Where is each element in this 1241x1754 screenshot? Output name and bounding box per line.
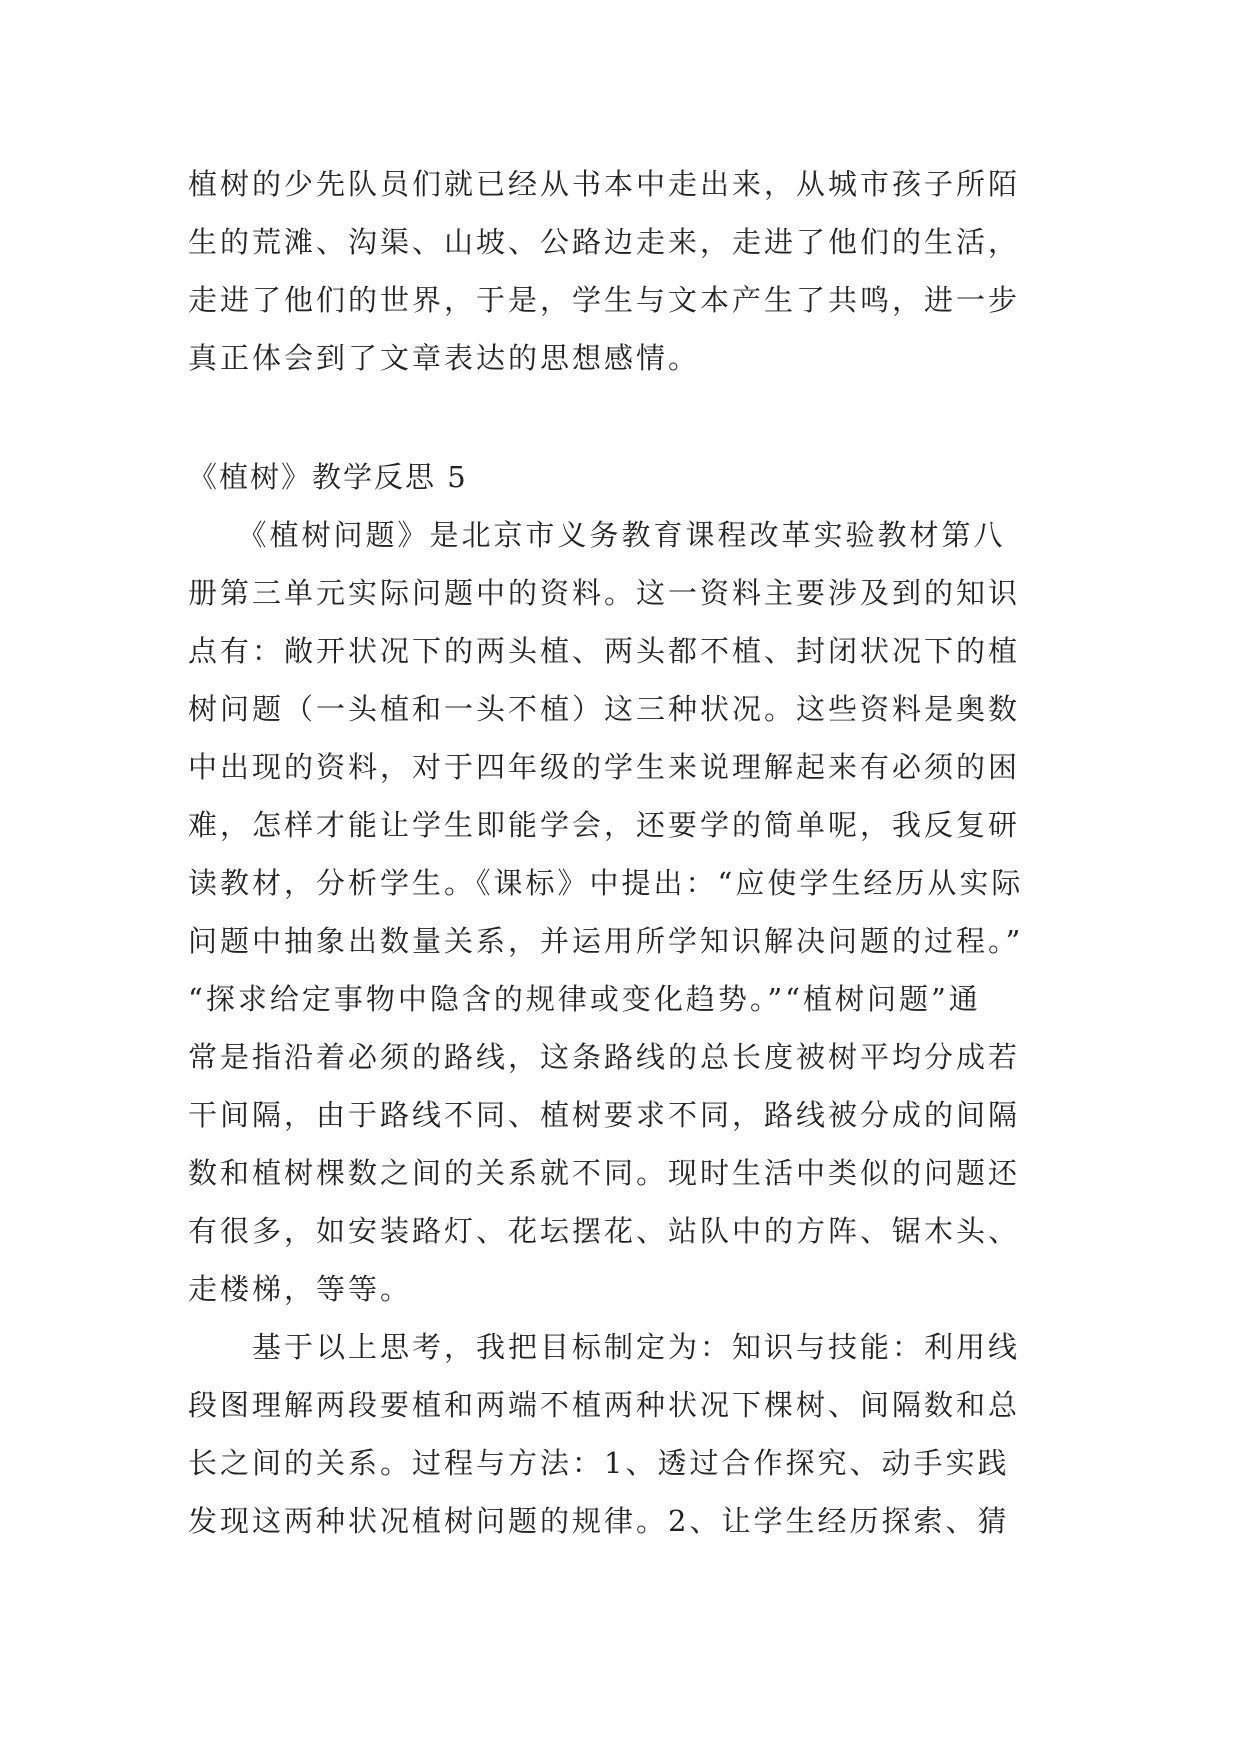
text-line: 常是指沿着必须的路线，这条路线的总长度被树平均分成若 (188, 1040, 1021, 1074)
text-line: 真正体会到了文章表达的思想感情。 (188, 341, 701, 375)
text-line: 基于以上思考，我把目标制定为：知识与技能：利用线 (188, 1330, 1021, 1364)
text-line: 段图理解两段要植和两端不植两种状况下棵树、间隔数和总 (188, 1388, 1021, 1422)
intro-paragraph (188, 155, 1068, 387)
section-title: 《植树》教学反思 5 (188, 460, 468, 494)
text-line: 难，怎样才能让学生即能学会，还要学的简单呢，我反复研 (188, 808, 1021, 842)
text-line: 数和植树棵数之间的关系就不同。现时生活中类似的问题还 (188, 1156, 1021, 1190)
text-line: 走进了他们的世界，于是，学生与文本产生了共鸣，进一步 (188, 283, 1021, 317)
text-line: 生的荒滩、沟渠、山坡、公路边走来，走进了他们的生活， (188, 225, 1021, 259)
text-line: “探求给定事物中隐含的规律或变化趋势。”“植树问题”通 (188, 982, 981, 1016)
text-line: 读教材，分析学生。《课标》中提出：“应使学生经历从实际 (188, 866, 1024, 900)
text-line: 册第三单元实际问题中的资料。这一资料主要涉及到的知识 (188, 576, 1021, 610)
text-line: 走楼梯，等等。 (188, 1272, 413, 1306)
text-line: 发现这两种状况植树问题的规律。2、让学生经历探索、猜 (188, 1504, 1010, 1538)
text-line: 干间隔，由于路线不同、植树要求不同，路线被分成的间隔 (188, 1098, 1021, 1132)
text-line: 点有：敞开状况下的两头植、两头都不植、封闭状况下的植 (188, 634, 1021, 668)
text-line: 长之间的关系。过程与方法：1、透过合作探究、动手实践 (188, 1446, 1010, 1480)
text-line: 问题中抽象出数量关系，并运用所学知识解决问题的过程。” (188, 924, 1024, 958)
body-paragraphs (188, 506, 1068, 1550)
text-line: 植树的少先队员们就已经从书本中走出来，从城市孩子所陌 (188, 167, 1021, 201)
text-line: 有很多，如安装路灯、花坛摆花、站队中的方阵、锯木头、 (188, 1214, 1021, 1248)
text-line: 树问题（一头植和一头不植）这三种状况。这些资料是奥数 (188, 692, 1021, 726)
text-line: 中出现的资料，对于四年级的学生来说理解起来有必须的困 (188, 750, 1021, 784)
text-line: 《植树问题》是北京市义务教育课程改革实验教材第八 (188, 518, 1006, 552)
